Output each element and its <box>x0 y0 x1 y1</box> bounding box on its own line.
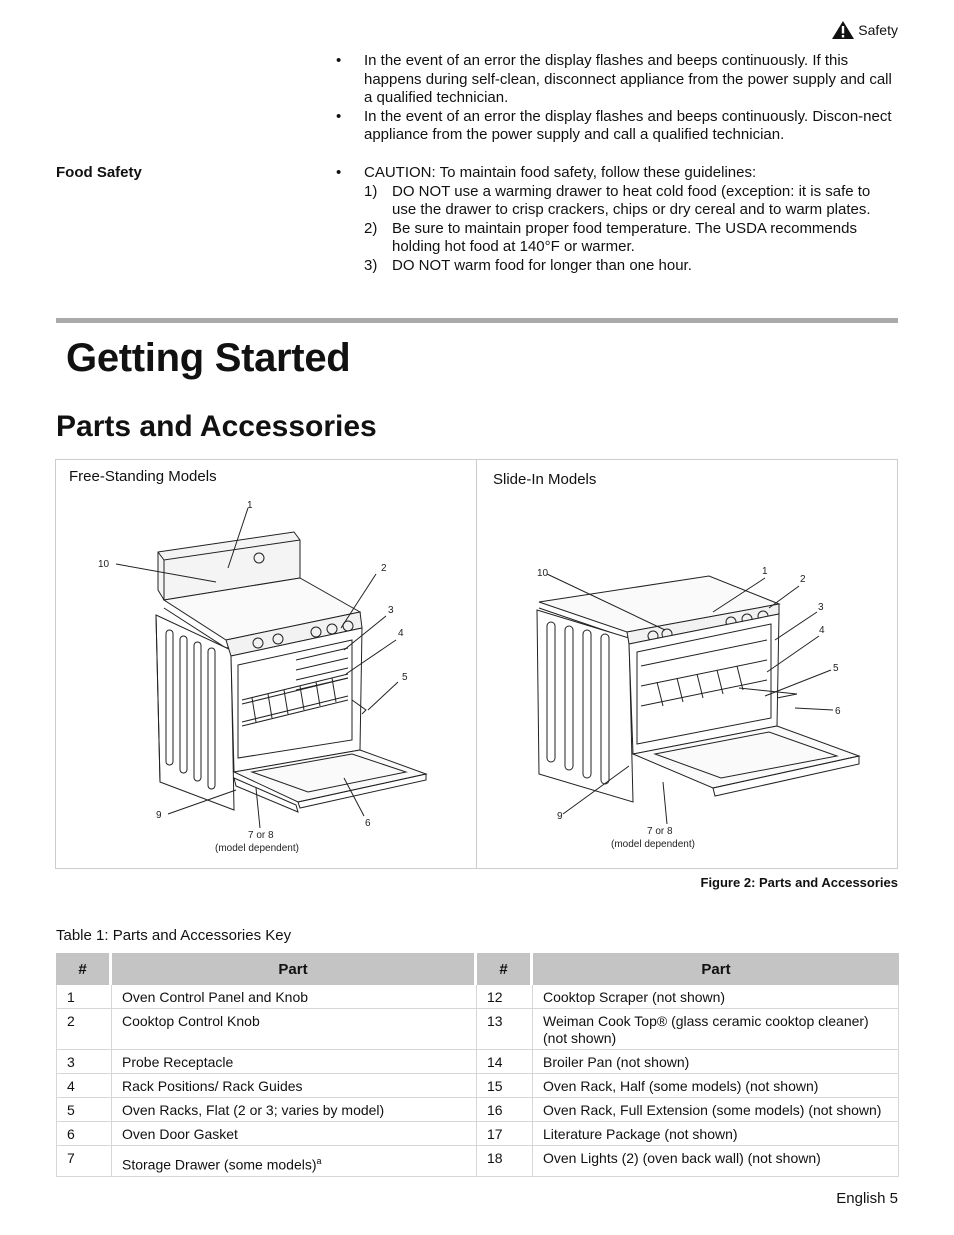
cell-number: 16 <box>477 1098 533 1122</box>
callout-2: 2 <box>800 574 806 585</box>
callout-4: 4 <box>819 625 825 636</box>
cell-part: Oven Control Panel and Knob <box>112 985 477 1009</box>
table-row <box>56 1009 899 1050</box>
cell-number: 5 <box>56 1098 112 1122</box>
callout-3: 3 <box>818 602 824 613</box>
callout-6: 6 <box>835 706 841 717</box>
cell-number: 13 <box>477 1009 533 1050</box>
subsection-title: Parts and Accessories <box>56 410 377 443</box>
cell-part: Cooktop Scraper (not shown) <box>533 985 899 1009</box>
callout-1: 1 <box>247 500 253 511</box>
free-standing-range-illustration <box>56 460 476 868</box>
cell-part: Literature Package (not shown) <box>533 1122 899 1146</box>
cell-part: Oven Racks, Flat (2 or 3; varies by model) <box>112 1098 477 1122</box>
cell-part: Weiman Cook Top® (glass ceramic cooktop cleaner) (not shown) <box>533 1009 899 1050</box>
callout-10: 10 <box>537 568 549 579</box>
callout-model-dependent: (model dependent) <box>215 843 299 854</box>
free-standing-label: Free-Standing Models <box>69 468 217 485</box>
cell-part: Broiler Pan (not shown) <box>533 1050 899 1074</box>
footnote-marker: a <box>316 1156 322 1166</box>
callout-3: 3 <box>388 605 394 616</box>
callout-model-dependent: (model dependent) <box>611 839 695 850</box>
callout-9: 9 <box>557 811 563 822</box>
guideline-number: 2) <box>364 219 378 237</box>
cell-part-text: Storage Drawer (some models) <box>122 1156 317 1173</box>
section-title: Getting Started <box>66 336 351 380</box>
bullet-text: In the event of an error the display flashes and beeps continuously. Discon-nect appliance from the power supply and call a qualified technician. <box>364 107 892 144</box>
guideline-text: DO NOT warm food for longer than one hour. <box>392 256 692 274</box>
cell-number: 17 <box>477 1122 533 1146</box>
caution-item: • CAUTION: To maintain food safety, follow these guidelines: <box>336 164 757 181</box>
error-bullets <box>336 52 896 145</box>
callout-1: 1 <box>762 566 768 577</box>
cell-number: 3 <box>56 1050 112 1074</box>
cell-part: Oven Lights (2) (oven back wall) (not shown) <box>533 1146 899 1177</box>
table-row <box>56 1050 899 1074</box>
table-row <box>56 1122 899 1146</box>
food-safety-label: Food Safety <box>56 164 142 181</box>
table-title: Table 1: Parts and Accessories Key <box>56 927 292 944</box>
callout-5: 5 <box>833 663 839 674</box>
slide-in-label: Slide-In Models <box>493 471 597 488</box>
header-part: Part <box>112 953 477 985</box>
cell-part: Oven Rack, Full Extension (some models) (not shown) <box>533 1098 899 1122</box>
slide-in-range-illustration <box>477 460 897 868</box>
cell-number: 18 <box>477 1146 533 1177</box>
cell-part: Oven Door Gasket <box>112 1122 477 1146</box>
table-row <box>56 1098 899 1122</box>
header-number: # <box>56 953 112 985</box>
bullet-text: In the event of an error the display flashes and beeps continuously. If this happens during self-clean, disconnect appliance from the power supply and call a qualified technician. <box>364 52 892 107</box>
cell-number: 6 <box>56 1122 112 1146</box>
cell-number: 4 <box>56 1074 112 1098</box>
callout-4: 4 <box>398 628 404 639</box>
guideline-item <box>336 220 896 257</box>
guideline-number: 1) <box>364 182 378 200</box>
cell-number: 7 <box>56 1146 112 1177</box>
guideline-number: 3) <box>364 256 378 274</box>
callout-9: 9 <box>156 810 162 821</box>
bullet-item: • In the event of an error the display flashes and beeps continuously. If this happens during self-clean, disconnect appliance from the power supply and call a qualified technician. <box>336 52 892 107</box>
guideline-item <box>336 183 896 220</box>
table-header-row <box>56 953 899 985</box>
callout-6: 6 <box>365 818 371 829</box>
header-section-label: Safety <box>858 22 898 38</box>
warning-triangle-icon <box>831 20 855 40</box>
caution-text: CAUTION: To maintain food safety, follow these guidelines: <box>364 164 757 181</box>
bullet-item: • In the event of an error the display flashes and beeps continuously. Discon-nect appliance from the power supply and call a qualified technician. <box>336 107 892 144</box>
parts-table <box>56 953 899 1177</box>
callout-7-or-8: 7 or 8 <box>647 826 673 837</box>
page-header-safety <box>831 20 898 40</box>
cell-part: Rack Positions/ Rack Guides <box>112 1074 477 1098</box>
cell-number: 1 <box>56 985 112 1009</box>
callout-10: 10 <box>98 559 110 570</box>
section-divider <box>56 318 898 323</box>
callout-2: 2 <box>381 563 387 574</box>
cell-number: 12 <box>477 985 533 1009</box>
guideline-text: DO NOT use a warming drawer to heat cold food (exception: it is safe to use the drawer to crisp crackers, chips or dry cereal and to warm plates. <box>392 182 871 219</box>
cell-number: 14 <box>477 1050 533 1074</box>
figure-caption: Figure 2: Parts and Accessories <box>700 875 898 890</box>
food-safety-list <box>336 164 896 276</box>
header-number: # <box>477 953 533 985</box>
cell-number: 2 <box>56 1009 112 1050</box>
table-row <box>56 985 899 1009</box>
cell-number: 15 <box>477 1074 533 1098</box>
cell-part: Oven Rack, Half (some models) (not shown) <box>533 1074 899 1098</box>
cell-part: Cooktop Control Knob <box>112 1009 477 1050</box>
table-row <box>56 1146 899 1177</box>
cell-part: Probe Receptacle <box>112 1050 477 1074</box>
guideline-text: Be sure to maintain proper food temperature. The USDA recommends holding hot food at 140°F or warmer. <box>392 219 857 256</box>
cell-part <box>112 1146 477 1177</box>
guideline-item <box>336 257 896 276</box>
header-part: Part <box>533 953 899 985</box>
callout-5: 5 <box>402 672 408 683</box>
table-row <box>56 1074 899 1098</box>
page-footer: English 5 <box>836 1190 898 1207</box>
callout-7-or-8: 7 or 8 <box>248 830 274 841</box>
